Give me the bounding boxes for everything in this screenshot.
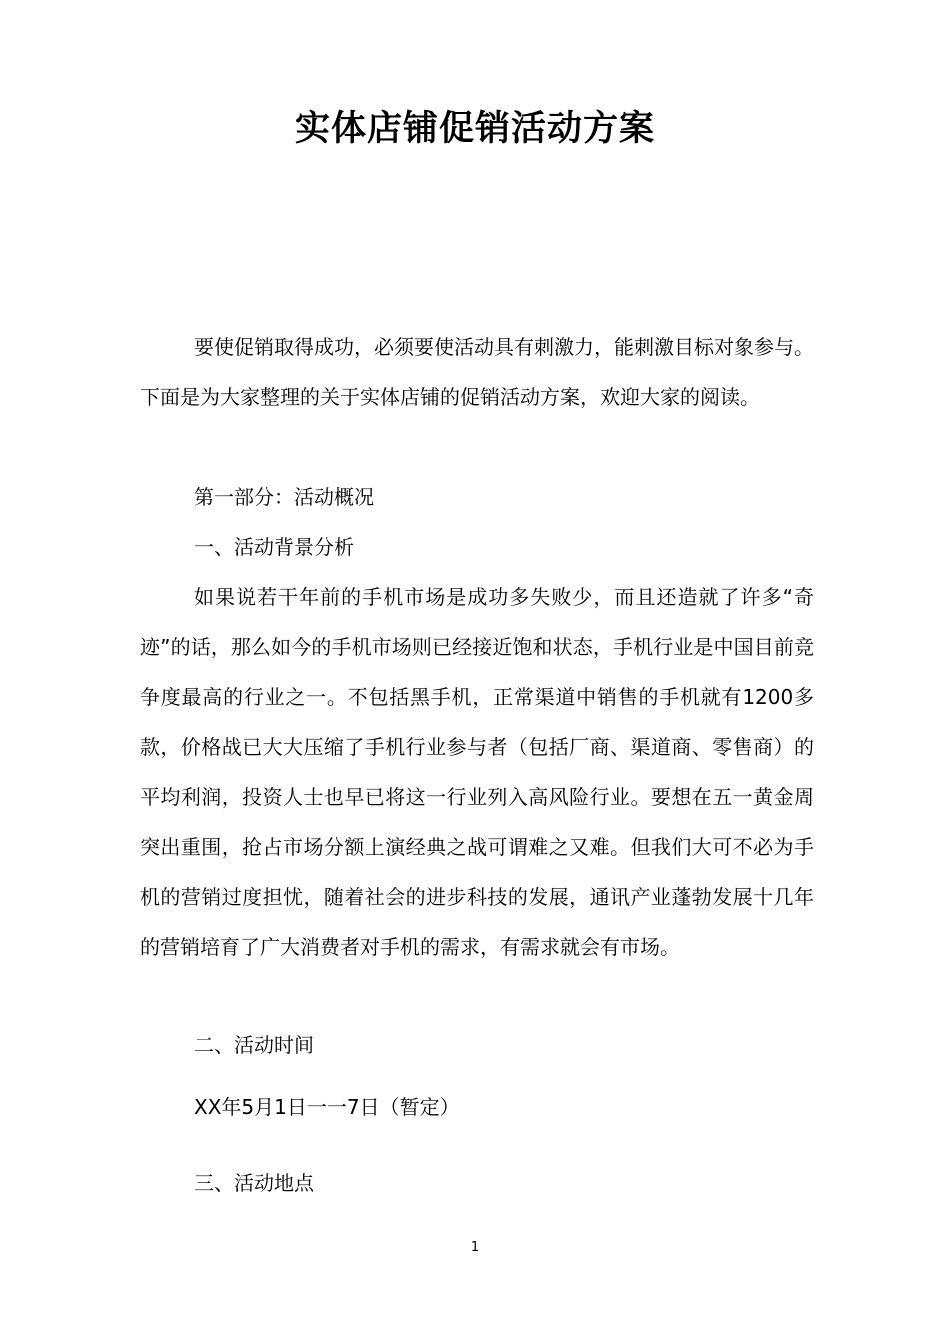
activity-time-text: XX年5月1日一一7日（暂定） bbox=[194, 1095, 460, 1119]
background-paragraph: 如果说若干年前的手机市场是成功多失败少，而且还造就了许多“奇迹”的话，那么如今的手机市场则已经接近饱和状态，手机行业是中国目前竞争度最高的行业之一。不包括黑手机，正常渠道中销售的手机就有1200多款，价格战已大大压缩了手机行业参与者（包括厂商、渠道商、零售商）的平均利润，投资人士也早已将这一行业列入高风险行业。要想在五一黄金周突出重围，抢占市场分额上演经典之战可谓难之又难。但我们大可不必为手机的营销过度担忧，随着社会的进步科技的发展，通讯产业蓬勃发展十几年的营销培育了广大消费者对手机的需求，有需求就会有市场。 bbox=[140, 585, 814, 959]
section-heading-part-one: 第一部分：活动概况 bbox=[194, 485, 374, 509]
document-title: 实体店铺促销活动方案 bbox=[294, 109, 655, 149]
section-heading-time: 二、活动时间 bbox=[194, 1033, 314, 1057]
page-number: 1 bbox=[470, 1240, 480, 1255]
section-heading-background: 一、活动背景分析 bbox=[194, 535, 354, 559]
intro-paragraph: 要使促销取得成功，必须要使活动具有刺激力，能刺激目标对象参与。下面是为大家整理的关于实体店铺的促销活动方案，欢迎大家的阅读。 bbox=[140, 335, 814, 409]
section-heading-location: 三、活动地点 bbox=[194, 1171, 314, 1195]
